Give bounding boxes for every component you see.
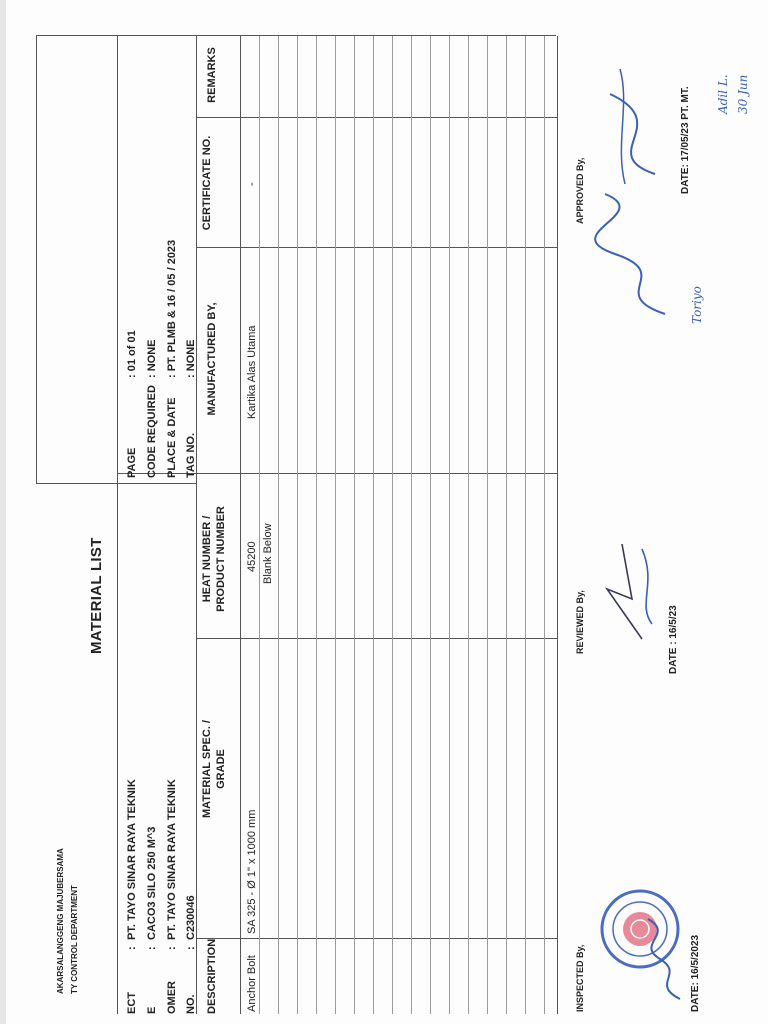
reviewed-by-label: REVIEWED By, [575, 590, 585, 654]
col-sep-4 [196, 247, 558, 248]
row-line [316, 36, 317, 1014]
project-sep: : [126, 946, 138, 950]
job-no-value: C230046 [185, 895, 197, 940]
col-sep-2 [196, 638, 558, 639]
document-title: MATERIAL LIST [88, 537, 105, 654]
col-header-heat-number: HEAT NUMBER / PRODUCT NUMBER [201, 506, 227, 612]
item-label: E [146, 1006, 158, 1014]
approver-name-right: Adil L. [716, 74, 730, 114]
row-line [468, 36, 469, 1014]
reviewed-date: DATE : 16/5/23 [668, 605, 679, 674]
code-required-label: CODE REQUIRED [146, 385, 158, 478]
inspector-signature [640, 914, 690, 1004]
row-line [354, 36, 355, 1014]
page-value: : 01 of 01 [126, 330, 138, 378]
cell-certificate-no: - [246, 182, 258, 186]
col-header-manufactured-by: MANUFACTURED BY, [206, 302, 218, 416]
row-line [335, 36, 336, 1014]
item-value: CACO3 SILO 250 M^3 [146, 826, 158, 940]
sheet-top-border [36, 36, 37, 484]
table-right-border [36, 35, 556, 36]
tag-no-value: : NONE [185, 339, 197, 378]
row-line [506, 36, 507, 1014]
row-line [411, 36, 412, 1014]
approved-by-label: APPROVED By, [575, 157, 585, 224]
table-bottom-border [557, 36, 558, 1014]
cell-description: Anchor Bolt [246, 955, 258, 1012]
cell-heat-number: 45200 [246, 541, 258, 572]
row-line [430, 36, 431, 1014]
customer-value: PT. TAYO SINAR RAYA TEKNIK [166, 779, 178, 940]
company-name: AKARSALANGGENG MAJUBERSAMA [56, 848, 65, 994]
approver-date-right: 30 Jun [736, 74, 750, 114]
inspected-by-label: INSPECTED By, [575, 944, 585, 1012]
row-line [525, 36, 526, 1014]
job-no-sep: : [185, 946, 197, 950]
col-header-material-spec: MATERIAL SPEC. / GRADE [201, 720, 227, 818]
page-label: PAGE [126, 447, 138, 478]
inspected-date: DATE: 16/5/2023 [690, 934, 701, 1012]
col-header-certificate-no: CERTIFICATE NO. [201, 135, 213, 231]
row-line [297, 36, 298, 1014]
row-line [259, 36, 260, 1014]
cell-manufactured-by: Kartika Alas Utama [246, 325, 258, 419]
cell-material-spec: SA 325 - Ø 1" x 1000 mm [246, 809, 258, 934]
row-line [373, 36, 374, 1014]
info-bottom-border [196, 36, 197, 1014]
job-no-label: NO. [185, 994, 197, 1014]
col-sep-3 [117, 473, 558, 474]
place-date-value: : PT. PLMB & 16 / 05 / 2023 [166, 239, 178, 378]
approver-initials: Toriyo [690, 286, 704, 324]
header-bottom-border [240, 36, 241, 1014]
col-sep-1 [196, 938, 558, 939]
row-line [544, 36, 545, 1014]
approved-date: DATE: 17/05/23 PT. MT. [680, 86, 691, 194]
blank-below-note: Blank Below [262, 523, 274, 584]
tag-no-label: TAG NO. [185, 432, 197, 478]
customer-sep: : [166, 946, 178, 950]
place-date-label: PLACE & DATE [166, 397, 178, 478]
doc-info-separator [36, 483, 196, 484]
customer-label: OMER [166, 981, 178, 1014]
table-top-border [117, 36, 118, 1014]
col-header-remarks: REMARKS [206, 47, 218, 103]
row-line [449, 36, 450, 1014]
col-header-description: DESCRIPTION [206, 938, 218, 1014]
approver-signature [585, 64, 695, 324]
code-required-value: : NONE [146, 339, 158, 378]
project-label: ECT [126, 992, 138, 1014]
item-sep: : [146, 946, 158, 950]
project-value: PT. TAYO SINAR RAYA TEKNIK [126, 779, 138, 940]
row-line [392, 36, 393, 1014]
row-line [487, 36, 488, 1014]
reviewer-signature [592, 534, 662, 644]
department-name: TY CONTROL DEPARTMENT [70, 885, 79, 994]
col-sep-5 [196, 117, 558, 118]
row-line [278, 36, 279, 1014]
